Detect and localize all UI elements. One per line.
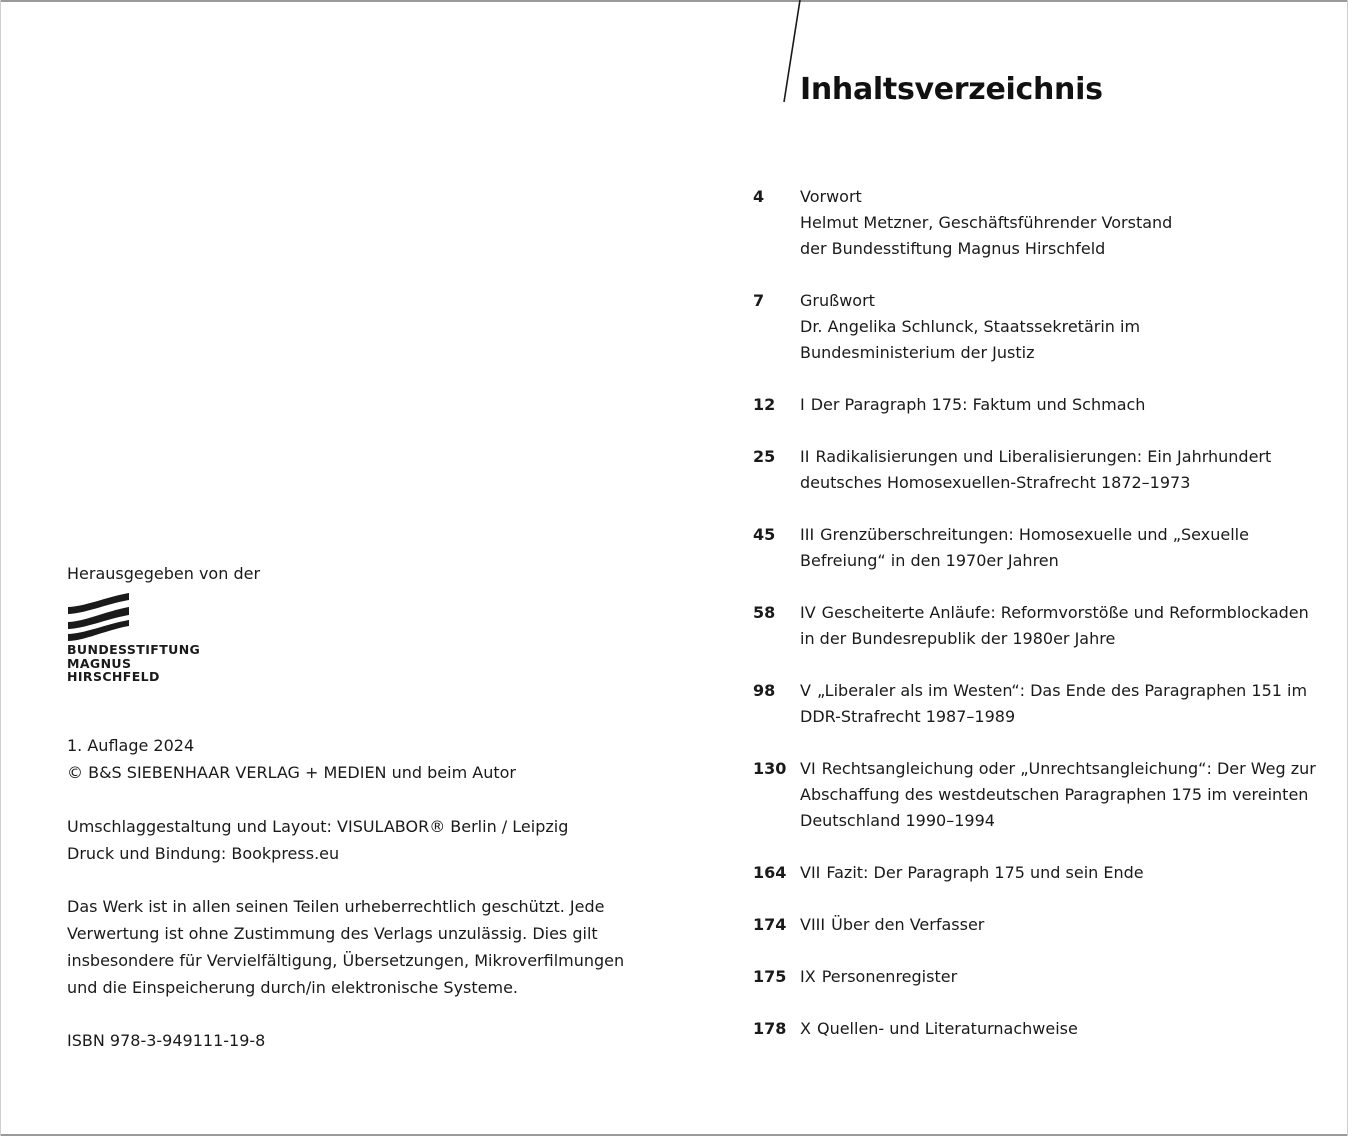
toc-entry-line-text: Über den Verfasser	[831, 915, 985, 934]
edition-line: 1. Auflage 2024	[67, 736, 195, 755]
toc-entry-text	[800, 444, 1333, 496]
logo-line: BUNDESSTIFTUNG	[67, 642, 201, 657]
edition-block	[67, 732, 627, 786]
toc-entry-line-text: Radikalisierungen und Liberalisierungen: Ein Jahrhundert	[815, 447, 1272, 466]
toc-entry-line-text: Gescheiterte Anläufe: Reformvorstöße und Reformblockaden	[821, 603, 1309, 622]
chapter-numeral: X	[800, 1019, 811, 1038]
toc-entry-text	[800, 964, 1333, 990]
toc-entry-line-text: „Liberaler als im Westen“: Das Ende des Paragraphen 151 im	[816, 681, 1308, 700]
toc-entry-text	[800, 184, 1333, 262]
toc-entry	[753, 392, 1333, 418]
toc-entry-line	[800, 470, 1333, 496]
toc-entry-line	[800, 704, 1333, 730]
toc-entry-text	[800, 756, 1333, 834]
toc-entry-line-text: Rechtsangleichung oder „Unrechtsangleichung“: Der Weg zur	[821, 759, 1316, 778]
toc-entry-line-text: in der Bundesrepublik der 1980er Jahre	[800, 629, 1116, 648]
toc-entry	[753, 184, 1333, 262]
toc-entry-line	[800, 340, 1333, 366]
toc-entry-line	[800, 782, 1333, 808]
toc-entry-line-text: deutsches Homosexuellen-Strafrecht 1872–1973	[800, 473, 1191, 492]
page-edge-left	[0, 0, 1, 1136]
logo-line: HIRSCHFELD	[67, 669, 160, 684]
toc-entry	[753, 522, 1333, 574]
toc-page-number: 178	[753, 1019, 787, 1038]
toc-entry-line	[800, 912, 1333, 938]
toc-entry-text	[800, 392, 1333, 418]
toc-entry-line-text: Abschaffung des westdeutschen Paragraphen 175 im vereinten	[800, 785, 1309, 804]
toc-entry-line	[800, 392, 1333, 418]
toc-entry-line-text: Vorwort	[800, 187, 862, 206]
toc-entry-line	[800, 314, 1333, 340]
toc-page-number: 45	[753, 525, 776, 544]
toc-list	[753, 184, 1333, 1068]
toc-entry-line-text: Grenzüberschreitungen: Homosexuelle und „Sexuelle	[820, 525, 1249, 544]
toc-page-number: 7	[753, 291, 765, 310]
toc-entry-line	[800, 1016, 1333, 1042]
chapter-numeral: V	[800, 681, 811, 700]
design-credit: Umschlaggestaltung und Layout: VISULABOR® Berlin / Leipzig	[67, 817, 569, 836]
toc-entry	[753, 912, 1333, 938]
toc-entry-line	[800, 756, 1333, 782]
toc-entry-text	[800, 522, 1333, 574]
toc-page-number: 130	[753, 759, 787, 778]
toc-entry-line	[800, 444, 1333, 470]
toc-entry-line	[800, 288, 1333, 314]
page-edge-top	[0, 0, 1348, 2]
bundesstiftung-logo	[67, 593, 627, 689]
toc-entry-line-text: Dr. Angelika Schlunck, Staatssekretärin im	[800, 317, 1141, 336]
chapter-numeral: IX	[800, 967, 816, 986]
copyright-line: © B&S SIEBENHAAR VERLAG + MEDIEN und beim Autor	[67, 763, 516, 782]
chapter-numeral: VI	[800, 759, 816, 778]
toc-entry-text	[800, 1016, 1333, 1042]
toc-entry-text	[800, 860, 1333, 886]
toc-entry-line	[800, 600, 1333, 626]
chapter-numeral: VIII	[800, 915, 826, 934]
publisher-label: Herausgegeben von der	[67, 564, 261, 583]
toc-entry	[753, 860, 1333, 886]
rights-line: insbesondere für Vervielfältigung, Übersetzungen, Mikroverfilmungen	[67, 951, 625, 970]
toc-entry	[753, 678, 1333, 730]
toc-page-number: 12	[753, 395, 776, 414]
rights-notice	[67, 893, 627, 1001]
toc-entry-line-text: Bundesministerium der Justiz	[800, 343, 1035, 362]
chapter-numeral: I	[800, 395, 805, 414]
chapter-numeral: III	[800, 525, 815, 544]
toc-entry-line	[800, 184, 1333, 210]
toc-entry-line	[800, 964, 1333, 990]
rights-line: Das Werk ist in allen seinen Teilen urheberrechtlich geschützt. Jede	[67, 897, 605, 916]
toc-entry-text	[800, 912, 1333, 938]
toc-entry-line-text: Grußwort	[800, 291, 875, 310]
toc-page-number: 174	[753, 915, 787, 934]
imprint-page	[67, 560, 627, 1054]
toc-entry-line	[800, 236, 1333, 262]
toc-page-number: 4	[753, 187, 765, 206]
isbn-block	[67, 1027, 627, 1054]
toc-entry	[753, 964, 1333, 990]
toc-entry-line	[800, 808, 1333, 834]
toc-entry	[753, 756, 1333, 834]
toc-entry-line-text: der Bundesstiftung Magnus Hirschfeld	[800, 239, 1106, 258]
toc-entry-line	[800, 626, 1333, 652]
rights-line: und die Einspeicherung durch/in elektronische Systeme.	[67, 978, 519, 997]
toc-entry	[753, 1016, 1333, 1042]
toc-entry-text	[800, 288, 1333, 366]
page-title: Inhaltsverzeichnis	[800, 72, 1103, 107]
rights-line: Verwertung ist ohne Zustimmung des Verlags unzulässig. Dies gilt	[67, 924, 598, 943]
printing-credit: Druck und Bindung: Bookpress.eu	[67, 844, 340, 863]
toc-page-number: 175	[753, 967, 787, 986]
toc-entry-line-text: Quellen- und Literaturnachweise	[816, 1019, 1078, 1038]
toc-page-number: 58	[753, 603, 776, 622]
toc-entry-line-text: Befreiung“ in den 1970er Jahren	[800, 551, 1059, 570]
toc-page-number: 98	[753, 681, 776, 700]
toc-entry	[753, 444, 1333, 496]
chapter-numeral: IV	[800, 603, 816, 622]
logo-wordmark	[67, 643, 627, 684]
bundesstiftung-wave-logo-icon	[67, 593, 131, 641]
chapter-numeral: VII	[800, 863, 821, 882]
toc-page-number: 164	[753, 863, 787, 882]
toc-entry-line-text: Helmut Metzner, Geschäftsführender Vorstand	[800, 213, 1173, 232]
toc-entry-line	[800, 522, 1333, 548]
production-block	[67, 813, 627, 867]
toc-entry-line-text: Fazit: Der Paragraph 175 und sein Ende	[826, 863, 1144, 882]
toc-entry-text	[800, 600, 1333, 652]
isbn: ISBN 978-3-949111-19-8	[67, 1031, 266, 1050]
toc-entry-line-text: Personenregister	[821, 967, 958, 986]
toc-entry-line	[800, 210, 1333, 236]
toc-entry-text	[800, 678, 1333, 730]
chapter-numeral: II	[800, 447, 810, 466]
toc-entry-line	[800, 678, 1333, 704]
toc-entry-line	[800, 860, 1333, 886]
toc-entry-line	[800, 548, 1333, 574]
toc-entry	[753, 600, 1333, 652]
toc-entry-line-text: DDR-Strafrecht 1987–1989	[800, 707, 1016, 726]
toc-entry	[753, 288, 1333, 366]
toc-entry-line-text: Deutschland 1990–1994	[800, 811, 995, 830]
toc-page-number: 25	[753, 447, 776, 466]
toc-entry-line-text: Der Paragraph 175: Faktum und Schmach	[810, 395, 1146, 414]
logo-line: MAGNUS	[67, 655, 132, 671]
